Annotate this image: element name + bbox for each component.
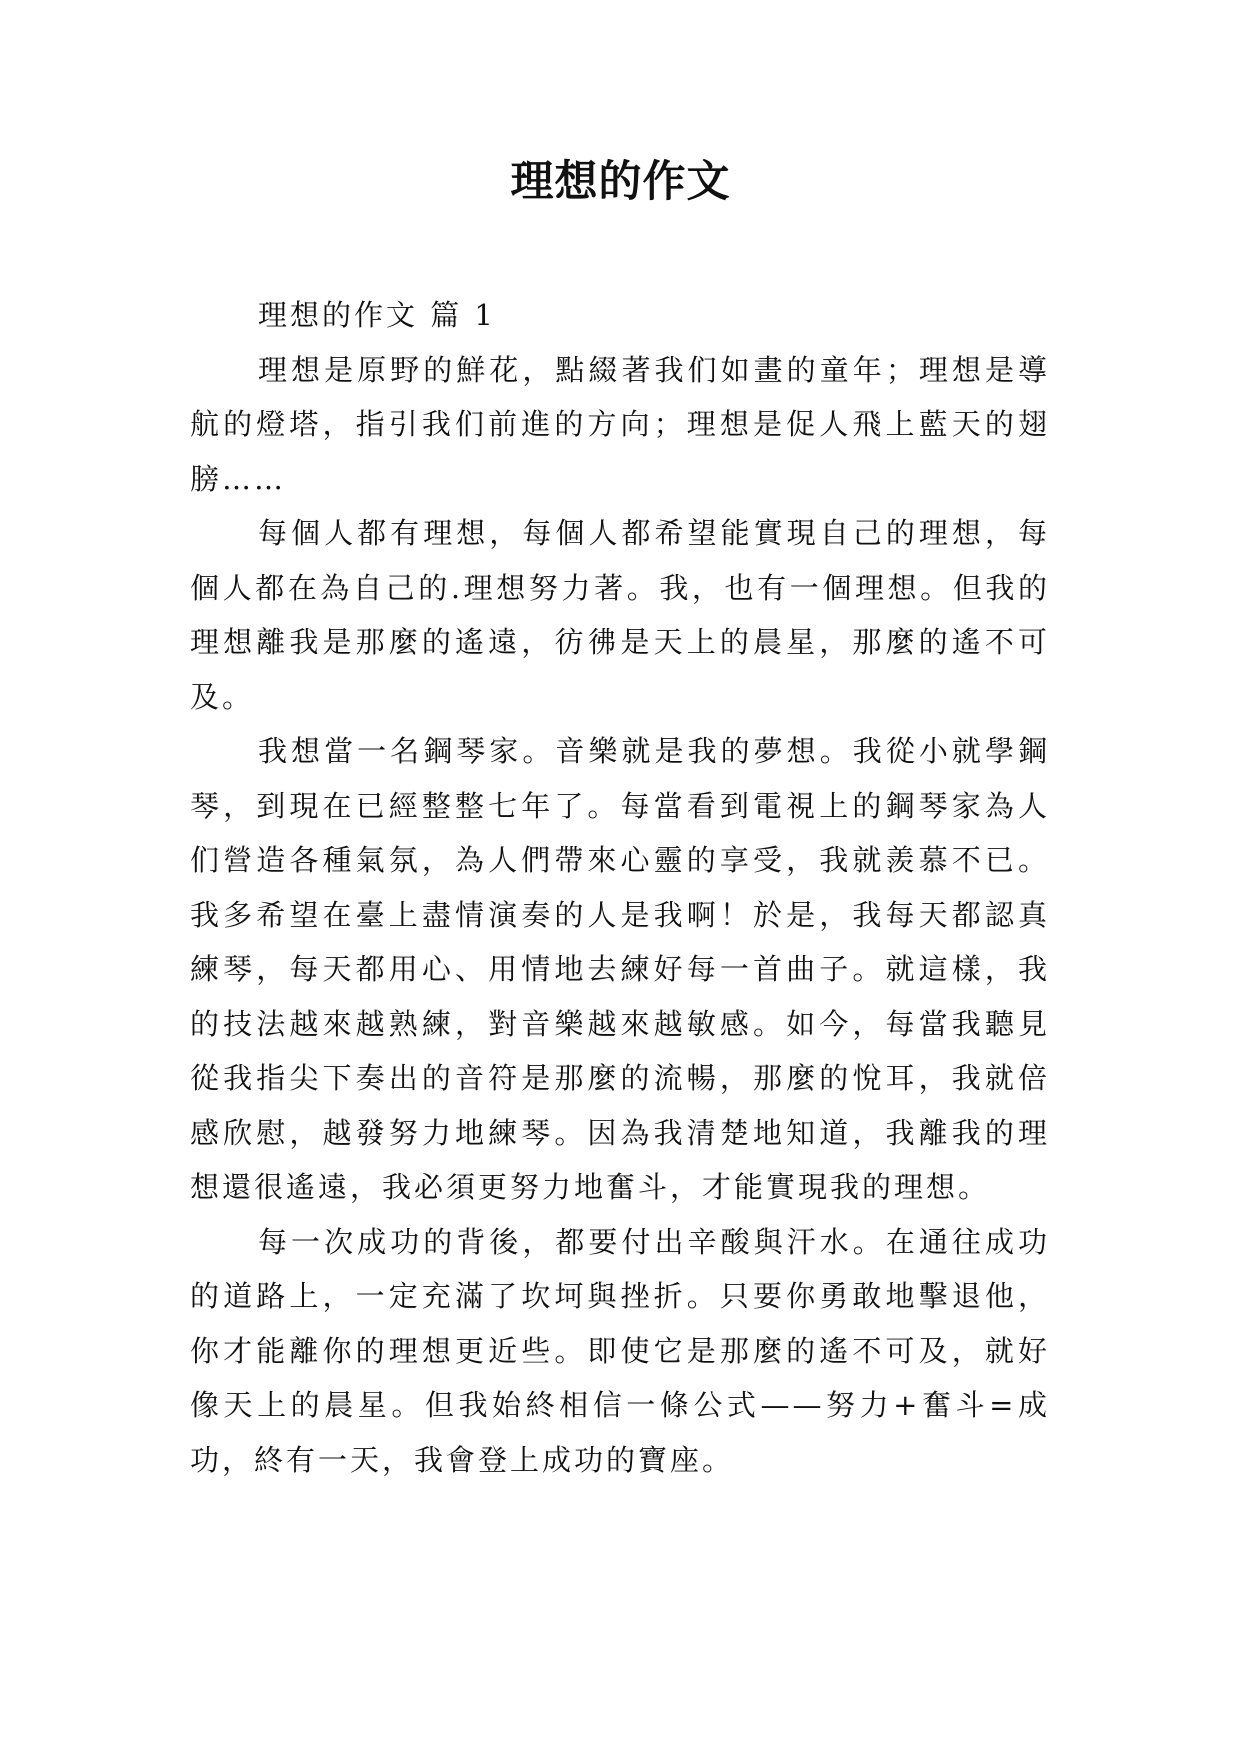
document-body — [190, 288, 1050, 1487]
section-heading: 理想的作文 篇 1 — [258, 298, 496, 332]
paragraph-3: 我想當一名鋼琴家。音樂就是我的夢想。我從小就學鋼琴，到現在已經整整七年了。每當看到電視上的鋼琴家為人们營造各種氣氛，為人們帶來心靈的享受，我就羨慕不已。我多希望在臺上盡情演奏的人是我啊！於是，我每天都認真練琴，每天都用心、用情地去練好每一首曲子。就這樣，我的技法越來越熟練，對音樂越來越敏感。如今，每當我聽見從我指尖下奏出的音符是那麼的流暢，那麼的悅耳，我就倍感欣慰，越發努力地練琴。因為我清楚地知道，我離我的理想還很遙遠，我必須更努力地奮斗，才能實現我的理想。 — [190, 734, 1050, 1204]
document-title: 理想的作文 — [510, 157, 731, 207]
paragraph-4: 每一次成功的背後，都要付出辛酸與汗水。在通往成功的道路上，一定充滿了坎坷與挫折。只要你勇敢地擊退他，你才能離你的理想更近些。即使它是那麼的遙不可及，就好像天上的晨星。但我始終相信一條公式——努力+奮斗=成功，終有一天，我會登上成功的寶座。 — [190, 1224, 1050, 1477]
paragraph-1: 理想是原野的鮮花，點綴著我们如畫的童年；理想是導航的燈塔，指引我们前進的方向；理想是促人飛上藍天的翅膀…… — [190, 352, 1050, 496]
paragraph-2: 每個人都有理想，每個人都希望能實現自己的理想，每個人都在為自己的.理想努力著。我，也有一個理想。但我的理想離我是那麼的遙遠，彷彿是天上的晨星，那麼的遙不可及。 — [190, 516, 1050, 714]
